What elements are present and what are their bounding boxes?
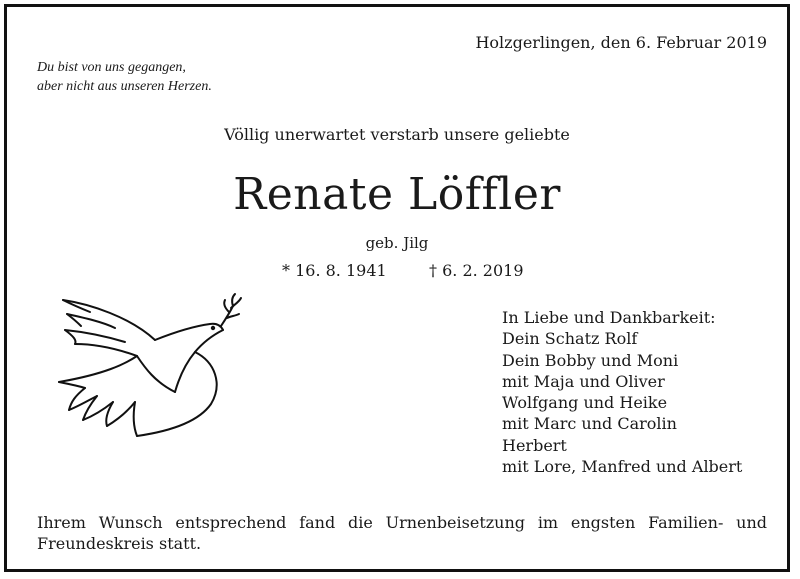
family-line: Dein Bobby und Moni (502, 350, 679, 370)
family-line: Herbert (502, 435, 567, 455)
maiden-name: geb. Jilg (365, 234, 429, 252)
quote-line-1: Du bist von uns gegangen, (37, 60, 186, 75)
burial-notice: Ihrem Wunsch entsprechend fand die Urnenbeisetzung im engsten Familien- und Freundeskreis statt. (37, 513, 767, 553)
obituary-frame (4, 4, 790, 572)
family-line: mit Maja und Oliver (502, 371, 665, 391)
family-line: Dein Schatz Rolf (502, 329, 638, 349)
deceased-name: Renate Löffler (233, 169, 561, 220)
quote (37, 58, 212, 96)
family-signatures (502, 307, 742, 477)
birth-date: * 16. 8. 1941 (282, 261, 387, 280)
family-line: In Liebe und Dankbarkeit: (502, 308, 716, 327)
intro-text: Völlig unerwartet verstarb unsere geliebte (224, 125, 570, 144)
family-line: mit Lore, Manfred und Albert (502, 457, 743, 477)
dove-icon (45, 292, 245, 442)
quote-line-2: aber nicht aus unseren Herzen. (37, 79, 212, 94)
place-date: Holzgerlingen, den 6. Februar 2019 (475, 33, 767, 52)
family-line: Wolfgang und Heike (502, 393, 668, 413)
family-line: mit Marc und Carolin (502, 414, 677, 434)
death-date: † 6. 2. 2019 (429, 261, 524, 280)
